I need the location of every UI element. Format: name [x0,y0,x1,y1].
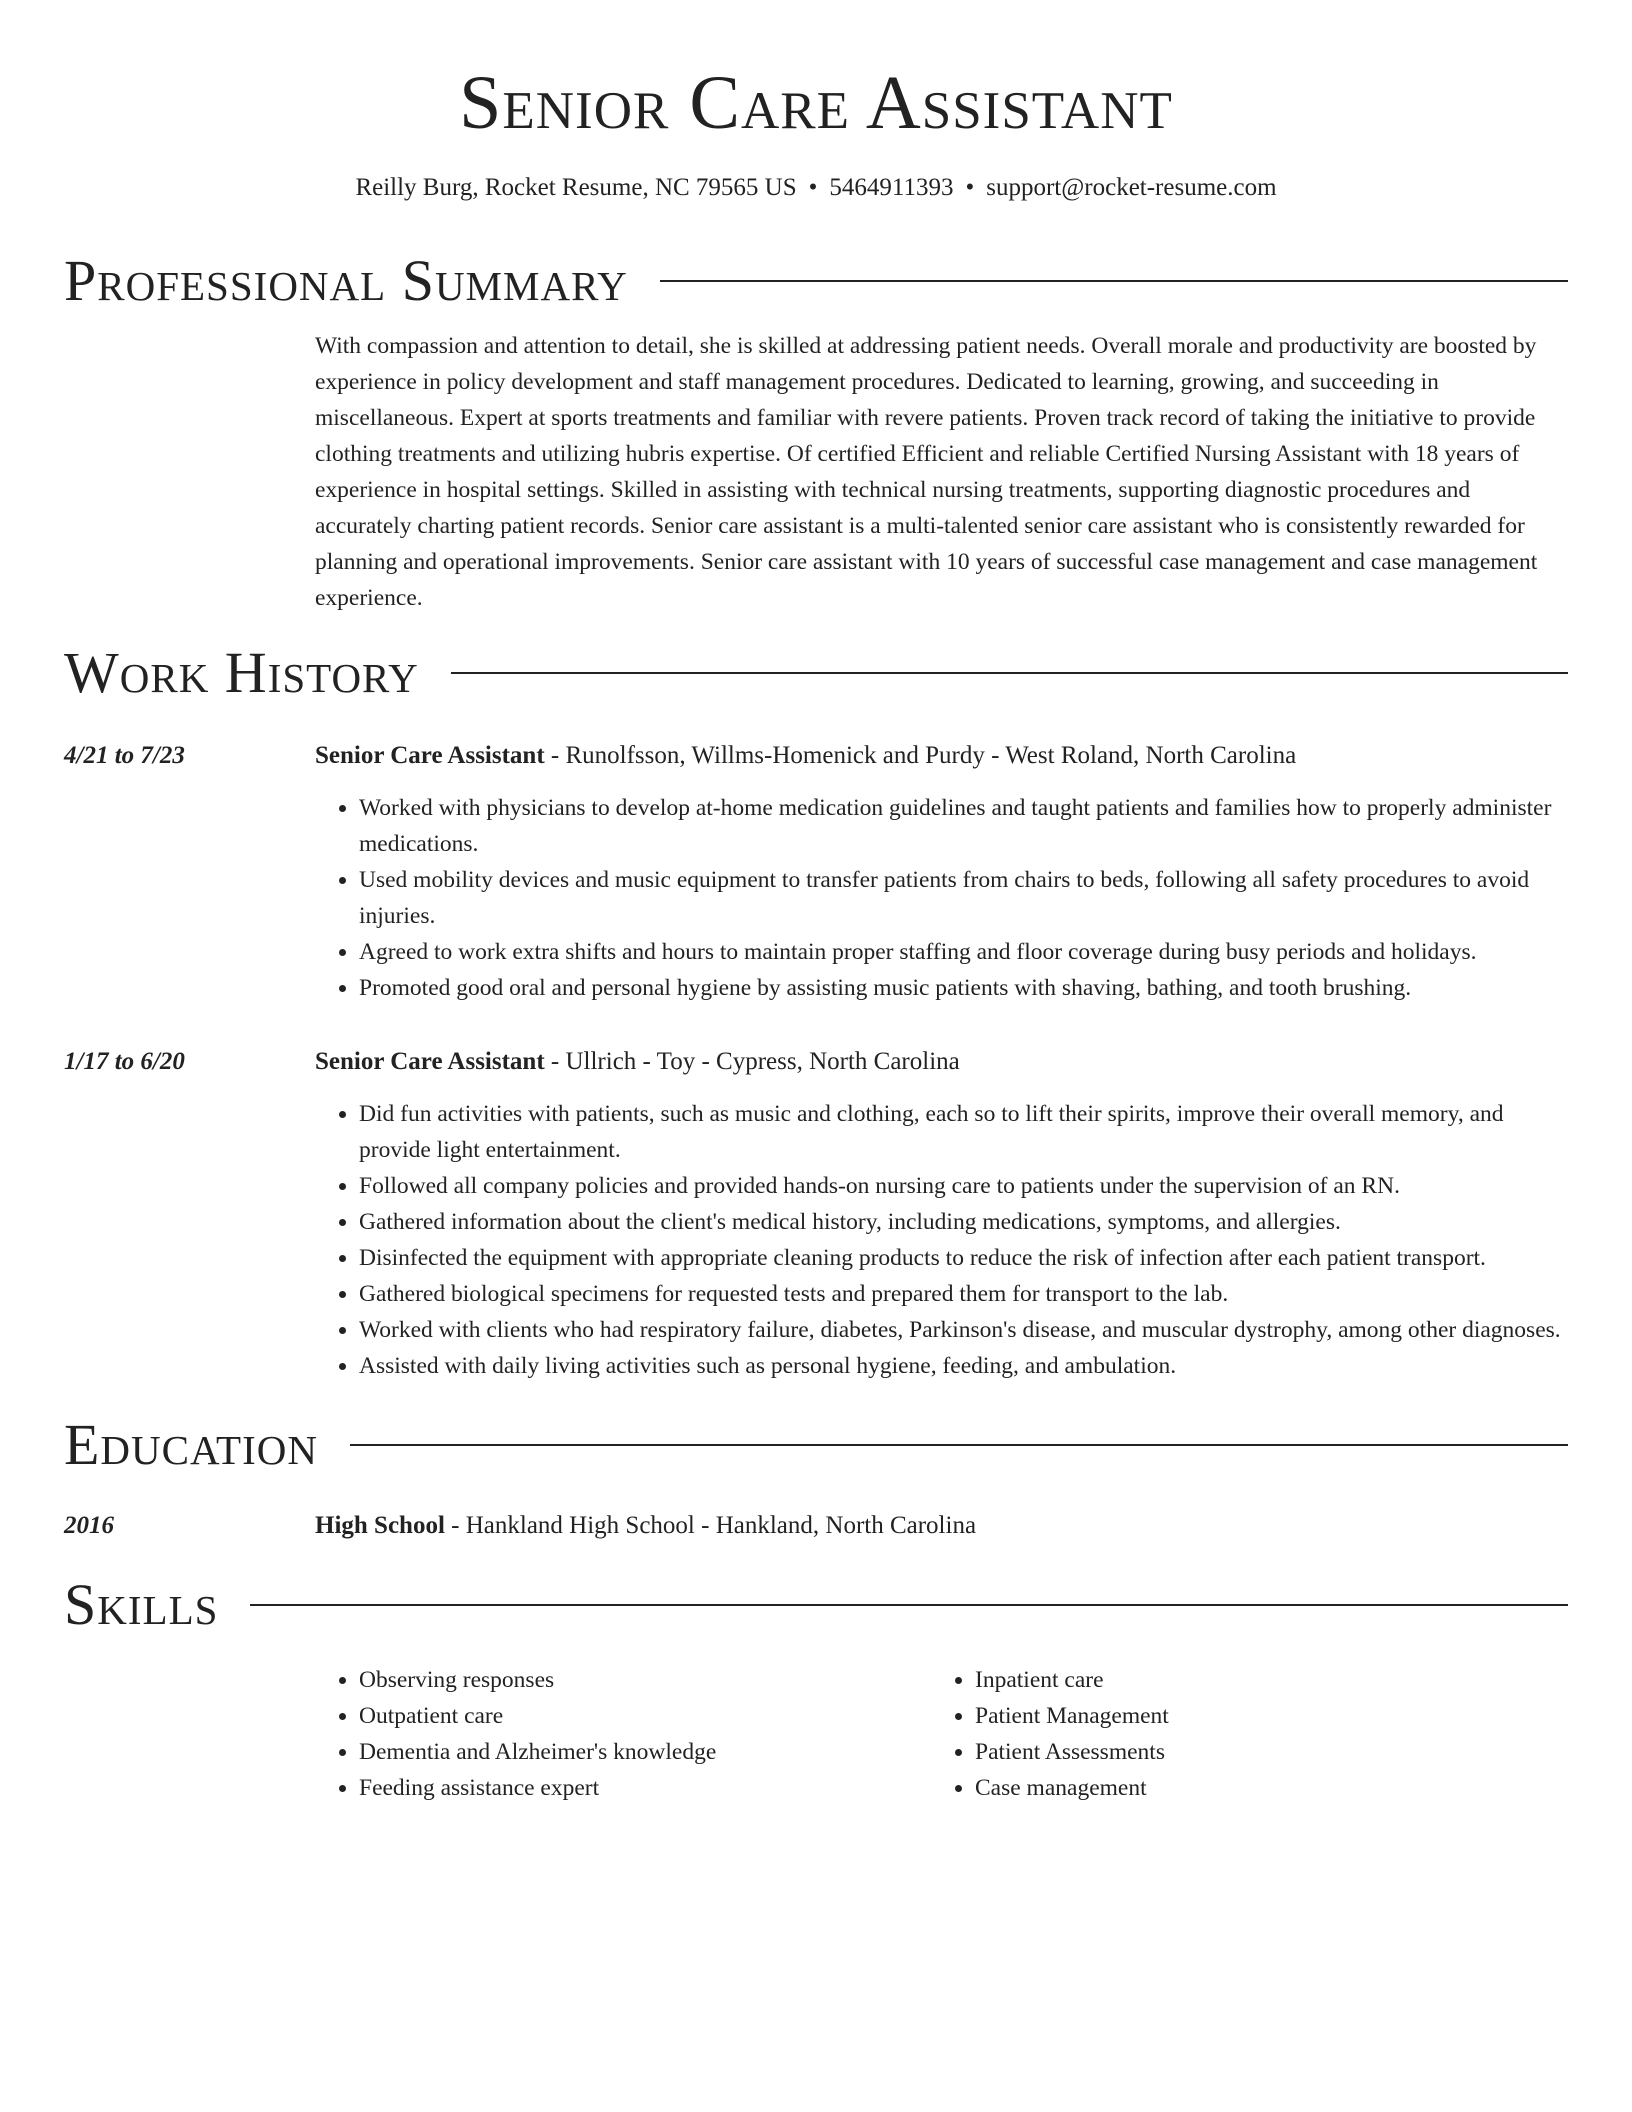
list-item: • Patient Management [975,1698,1547,1734]
contact-address: Reilly Burg, Rocket Resume, NC 79565 US [355,174,797,201]
resume-page [64,0,1568,1806]
section-divider [660,280,1568,282]
education-year: 2016 [64,1512,114,1539]
education-section-header [64,1410,1568,1480]
list-item: • Dementia and Alzheimer's knowledge [359,1734,931,1770]
skills-column-left [315,1662,931,1806]
list-item: • Disinfected the equipment with appropriate cleaning products to reduce the risk of infection after each patient transport. [359,1240,1568,1276]
contact-email: support@rocket-resume.com [986,174,1277,201]
skills-list [315,1662,1568,1806]
list-item: • Outpatient care [359,1698,931,1734]
job-title: Senior Care Assistant [315,1048,545,1075]
contact-line [64,170,1568,206]
list-item: • Gathered biological specimens for requested tests and prepared them for transport to the lab. [359,1276,1568,1312]
education-entry [64,1508,1568,1544]
summary-heading: Professional Summary [64,248,628,313]
resume-title: Senior Care Assistant [459,61,1173,145]
section-divider [250,1604,1568,1606]
job-title: Senior Care Assistant [315,742,545,769]
job-dates: 1/17 to 6/20 [64,1048,185,1075]
job-dates: 4/21 to 7/23 [64,742,185,769]
contact-separator: • [808,174,818,201]
work-heading: Work History [64,640,419,705]
education-role [315,1508,976,1544]
skills-section-header [64,1570,1568,1640]
list-item: • Inpatient care [975,1662,1547,1698]
job-entry [64,738,1568,1006]
list-item: • Followed all company policies and provided hands-on nursing care to patients under the supervision of an RN. [359,1168,1568,1204]
list-item: • Agreed to work extra shifts and hours to maintain proper staffing and floor coverage during busy periods and holidays. [359,934,1568,970]
list-item: • Used mobility devices and music equipment to transfer patients from chairs to beds, following all safety procedures to avoid injuries. [359,862,1568,934]
section-divider [350,1444,1568,1446]
list-item: • Gathered information about the client's medical history, including medications, symptoms, and allergies. [359,1204,1568,1240]
job-role [315,738,1296,774]
list-item: • Patient Assessments [975,1734,1547,1770]
list-item: • Observing responses [359,1662,931,1698]
job-role [315,1044,960,1080]
list-item: • Feeding assistance expert [359,1770,931,1806]
skills-column-right [931,1662,1547,1806]
list-item: • Worked with physicians to develop at-home medication guidelines and taught patients and families how to properly administer medications. [359,790,1568,862]
list-item: • Promoted good oral and personal hygiene by assisting music patients with shaving, bathing, and tooth brushing. [359,970,1568,1006]
job-bullets [315,1096,1568,1384]
job-details: - Ullrich - Toy - Cypress, North Carolina [544,1048,960,1075]
education-heading: Education [64,1412,318,1477]
education-degree: High School [315,1512,445,1539]
job-bullets [315,790,1568,1006]
list-item: • Did fun activities with patients, such as music and clothing, each so to lift their spirits, improve their overall memory, and provide light entertainment. [359,1096,1568,1168]
contact-phone: 5464911393 [829,174,954,201]
list-item: • Worked with clients who had respiratory failure, diabetes, Parkinson's disease, and muscular dystrophy, among other diagnoses. [359,1312,1568,1348]
education-details: - Hankland High School - Hankland, North Carolina [444,1512,977,1539]
section-divider [451,672,1568,674]
work-section-header [64,638,1568,708]
list-item: • Case management [975,1770,1547,1806]
summary-section-header [64,246,1568,316]
job-entry [64,1044,1568,1384]
skills-heading: Skills [64,1572,219,1637]
list-item: • Assisted with daily living activities such as personal hygiene, feeding, and ambulation. [359,1348,1568,1384]
contact-separator: • [965,174,975,201]
summary-text: With compassion and attention to detail, she is skilled at addressing patient needs. Overall morale and productivity are boosted by experience in policy development and staff management procedures. Dedicated to learning, growing, and succeeding in miscellaneous. Expert at sports treatments and familiar with revere patients. Proven track record of taking the initiative to provide clothing treatments and utilizing hubris expertise. Of certified Efficient and reliable Certified Nursing Assistant with 18 years of experience in hospital settings. Skilled in assisting with technical nursing treatments, supporting diagnostic procedures and accurately charting patient records. Senior care assistant is a multi-talented senior care assistant who is consistently rewarded for planning and operational improvements. Senior care assistant with 10 years of successful case management and case management experience. [315,333,1538,611]
job-details: - Runolfsson, Willms-Homenick and Purdy - West Roland, North Carolina [544,742,1297,769]
